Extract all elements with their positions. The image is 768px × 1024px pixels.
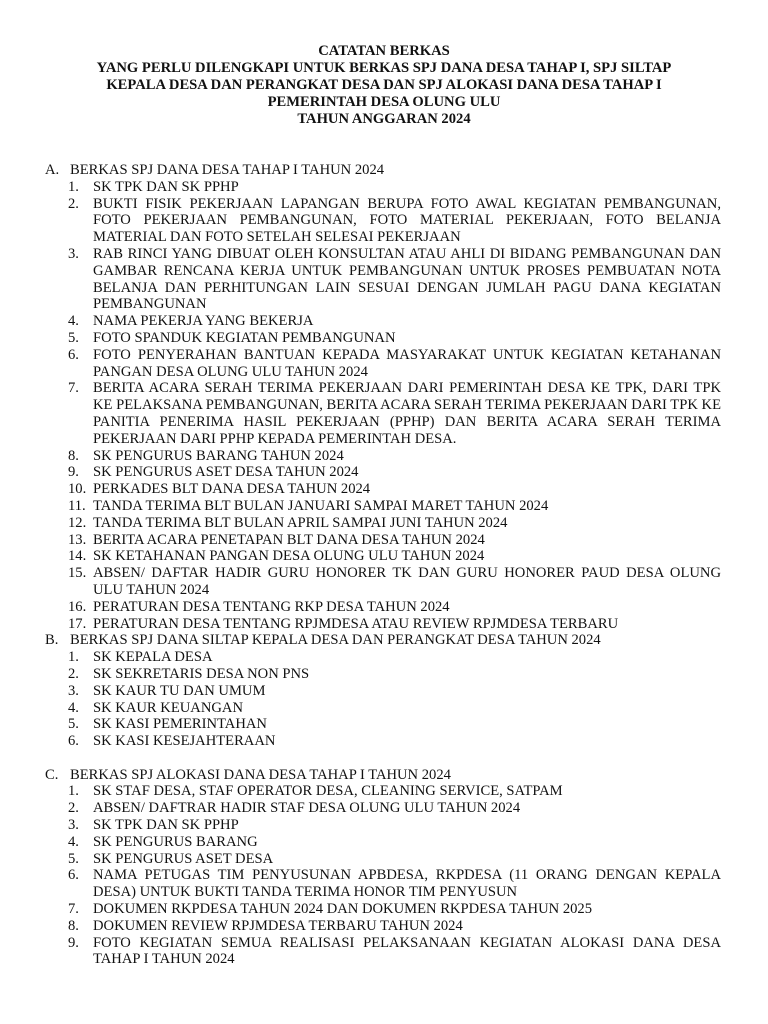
header-line-5: TAHUN ANGGARAN 2024 <box>297 111 471 127</box>
section-heading <box>45 767 721 784</box>
item-text: FOTO KEGIATAN SEMUA REALISASI PELAKSANAAN KEGIATAN ALOKASI DANA DESA TAHAP I TAHUN 2024 <box>93 934 721 968</box>
item-text: SK KAUR TU DAN UMUM <box>93 682 266 699</box>
item-number: 13. <box>68 531 87 548</box>
list-item <box>45 330 721 347</box>
section-title: BERKAS SPJ DANA SILTAP KEPALA DESA DAN PERANGKAT DESA TAHUN 2024 <box>70 632 601 649</box>
item-text: NAMA PETUGAS TIM PENYUSUNAN APBDESA, RKPDESA (11 ORANG DENGAN KEPALA DESA) UNTUK BUKTI TANDA TERIMA HONOR TIM PENYUSUN <box>93 867 721 901</box>
item-number: 3. <box>68 245 79 262</box>
list-item <box>45 716 721 733</box>
list-item <box>45 448 721 465</box>
item-text: ABSEN/ DAFTAR HADIR GURU HONORER TK DAN GURU HONORER PAUD DESA OLUNG ULU TAHUN 2024 <box>93 565 721 598</box>
item-number: 1. <box>68 178 79 195</box>
item-number: 10. <box>68 481 87 498</box>
item-number: 9. <box>68 934 79 951</box>
item-number: 3. <box>68 682 79 699</box>
list-item <box>45 817 721 834</box>
item-number: 3. <box>68 817 79 834</box>
list-item <box>45 565 721 599</box>
list-item <box>45 733 721 750</box>
list-item <box>45 935 721 969</box>
item-number: 4. <box>68 699 79 716</box>
header-line-2: YANG PERLU DILENGKAPI UNTUK BERKAS SPJ DANA DESA TAHAP I, SPJ SILTAP <box>96 60 672 76</box>
item-number: 16. <box>68 598 87 615</box>
document-header <box>40 43 728 128</box>
item-text: TANDA TERIMA BLT BULAN JANUARI SAMPAI MARET TAHUN 2024 <box>93 497 549 514</box>
item-text: SK KEPALA DESA <box>93 649 213 666</box>
item-text: SK PENGURUS BARANG <box>93 833 258 850</box>
item-number: 2. <box>68 665 79 682</box>
item-text: DOKUMEN RKPDESA TAHUN 2024 DAN DOKUMEN RKPDESA TAHUN 2025 <box>93 901 593 918</box>
section-gap <box>45 750 721 767</box>
header-line-1: CATATAN BERKAS <box>318 43 450 59</box>
item-number: 11. <box>68 497 86 514</box>
item-number: 6. <box>68 733 79 750</box>
item-text: NAMA PEKERJA YANG BEKERJA <box>93 313 314 330</box>
item-number: 2. <box>68 800 79 817</box>
header-line-4: PEMERINTAH DESA OLUNG ULU <box>267 94 501 110</box>
item-number: 5. <box>68 716 79 733</box>
list-item <box>45 666 721 683</box>
item-number: 5. <box>68 329 79 346</box>
list-item <box>45 834 721 851</box>
list-item <box>45 599 721 616</box>
item-text: FOTO PENYERAHAN BANTUAN KEPADA MASYARAKAT UNTUK KEGIATAN KETAHANAN PANGAN DESA OLUNG ULU TAHUN 2024 <box>93 346 721 380</box>
item-number: 8. <box>68 447 79 464</box>
item-text: SK TPK DAN SK PPHP <box>93 178 239 195</box>
item-text: SK KASI PEMERINTAHAN <box>93 716 267 733</box>
item-text: SK KASI KESEJAHTERAAN <box>93 733 276 750</box>
item-number: 7. <box>68 380 79 397</box>
list-item <box>45 616 721 633</box>
item-number: 9. <box>68 464 79 481</box>
item-number: 17. <box>68 615 87 632</box>
list-item <box>45 313 721 330</box>
list-item <box>45 179 721 196</box>
list-item <box>45 700 721 717</box>
list-item <box>45 380 721 447</box>
item-number: 6. <box>68 346 79 363</box>
list-item <box>45 800 721 817</box>
item-text: TANDA TERIMA BLT BULAN APRIL SAMPAI JUNI TAHUN 2024 <box>93 514 508 531</box>
item-number: 15. <box>68 565 87 582</box>
item-text: SK PENGURUS ASET DESA TAHUN 2024 <box>93 464 359 481</box>
list-item <box>45 481 721 498</box>
list-item <box>45 347 721 381</box>
item-text: SK KETAHANAN PANGAN DESA OLUNG ULU TAHUN 2024 <box>93 548 485 565</box>
section-letter: A. <box>45 162 60 178</box>
item-number: 1. <box>68 649 79 666</box>
item-number: 2. <box>68 195 79 212</box>
item-text: PERATURAN DESA TENTANG RPJMDESA ATAU REVIEW RPJMDESA TERBARU <box>93 615 619 632</box>
item-text: FOTO SPANDUK KEGIATAN PEMBANGUNAN <box>93 329 396 346</box>
list-item <box>45 901 721 918</box>
item-text: BERITA ACARA PENETAPAN BLT DANA DESA TAHUN 2024 <box>93 531 485 548</box>
item-text: PERKADES BLT DANA DESA TAHUN 2024 <box>93 481 371 498</box>
section-letter: B. <box>45 632 59 649</box>
list-item <box>45 867 721 901</box>
item-number: 8. <box>68 917 79 934</box>
item-text: SK SEKRETARIS DESA NON PNS <box>93 665 310 682</box>
list-item <box>45 548 721 565</box>
section-c <box>45 767 721 969</box>
document-body <box>45 162 721 968</box>
list-item <box>45 464 721 481</box>
item-number: 14. <box>68 548 87 565</box>
item-text: SK TPK DAN SK PPHP <box>93 817 239 834</box>
item-number: 6. <box>68 867 79 884</box>
item-text: ABSEN/ DAFTRAR HADIR STAF DESA OLUNG ULU TAHUN 2024 <box>93 800 521 817</box>
list-item <box>45 649 721 666</box>
item-text: SK STAF DESA, STAF OPERATOR DESA, CLEANING SERVICE, SATPAM <box>93 783 563 800</box>
item-number: 5. <box>68 850 79 867</box>
section-title: BERKAS SPJ ALOKASI DANA DESA TAHAP I TAHUN 2024 <box>70 766 451 783</box>
item-text: SK PENGURUS BARANG TAHUN 2024 <box>93 447 344 464</box>
item-text: PERATURAN DESA TENTANG RKP DESA TAHUN 2024 <box>93 598 450 615</box>
item-number: 4. <box>68 313 79 330</box>
item-text: SK KAUR KEUANGAN <box>93 699 243 716</box>
section-title: BERKAS SPJ DANA DESA TAHAP I TAHUN 2024 <box>70 162 385 178</box>
item-text: RAB RINCI YANG DIBUAT OLEH KONSULTAN ATAU AHLI DI BIDANG PEMBANGUNAN DAN GAMBAR RENCANA KERJA UNTUK PEMBANGUNAN UNTUK PROSES PEMBUATAN NOTA BELANJA DAN PERHITUNGAN LAIN SESUAI DENGAN JUMLAH PAGU DANA KEGIATAN PEMBANGUNAN <box>93 245 721 313</box>
list-item <box>45 246 721 313</box>
list-item <box>45 532 721 549</box>
list-item <box>45 196 721 246</box>
section-heading <box>45 632 721 649</box>
item-text: BERITA ACARA SERAH TERIMA PEKERJAAN DARI PEMERINTAH DESA KE TPK, DARI TPK KE PELAKSANA PEMBANGUNAN, BERITA ACARA SERAH TERIMA PEKERJAAN DARI TPK KE PANITIA PENERIMA HASIL PEKERJAAN (PPHP) DAN BERITA ACARA SERAH TERIMA PEKERJAAN DARI PPHP KEPADA PEMERINTAH DESA. <box>93 380 721 447</box>
list-item <box>45 683 721 700</box>
list-item <box>45 498 721 515</box>
list-item <box>45 918 721 935</box>
item-text: DOKUMEN REVIEW RPJMDESA TERBARU TAHUN 2024 <box>93 917 463 934</box>
item-text: BUKTI FISIK PEKERJAAN LAPANGAN BERUPA FOTO AWAL KEGIATAN PEMBANGUNAN, FOTO PEKERJAAN PEMBANGUNAN, FOTO MATERIAL PEKERJAAN, FOTO BELANJA MATERIAL DAN FOTO SETELAH SELESAI PEKERJAAN <box>93 195 721 246</box>
list-item <box>45 783 721 800</box>
list-item <box>45 515 721 532</box>
item-number: 12. <box>68 514 87 531</box>
item-text: SK PENGURUS ASET DESA <box>93 850 274 867</box>
item-number: 7. <box>68 901 79 918</box>
header-line-3: KEPALA DESA DAN PERANGKAT DESA DAN SPJ ALOKASI DANA DESA TAHAP I <box>106 77 662 93</box>
item-number: 4. <box>68 833 79 850</box>
section-b <box>45 632 721 750</box>
section-letter: C. <box>45 766 59 783</box>
section-heading <box>45 162 721 179</box>
item-number: 1. <box>68 783 79 800</box>
list-item <box>45 851 721 868</box>
section-a <box>45 162 721 632</box>
